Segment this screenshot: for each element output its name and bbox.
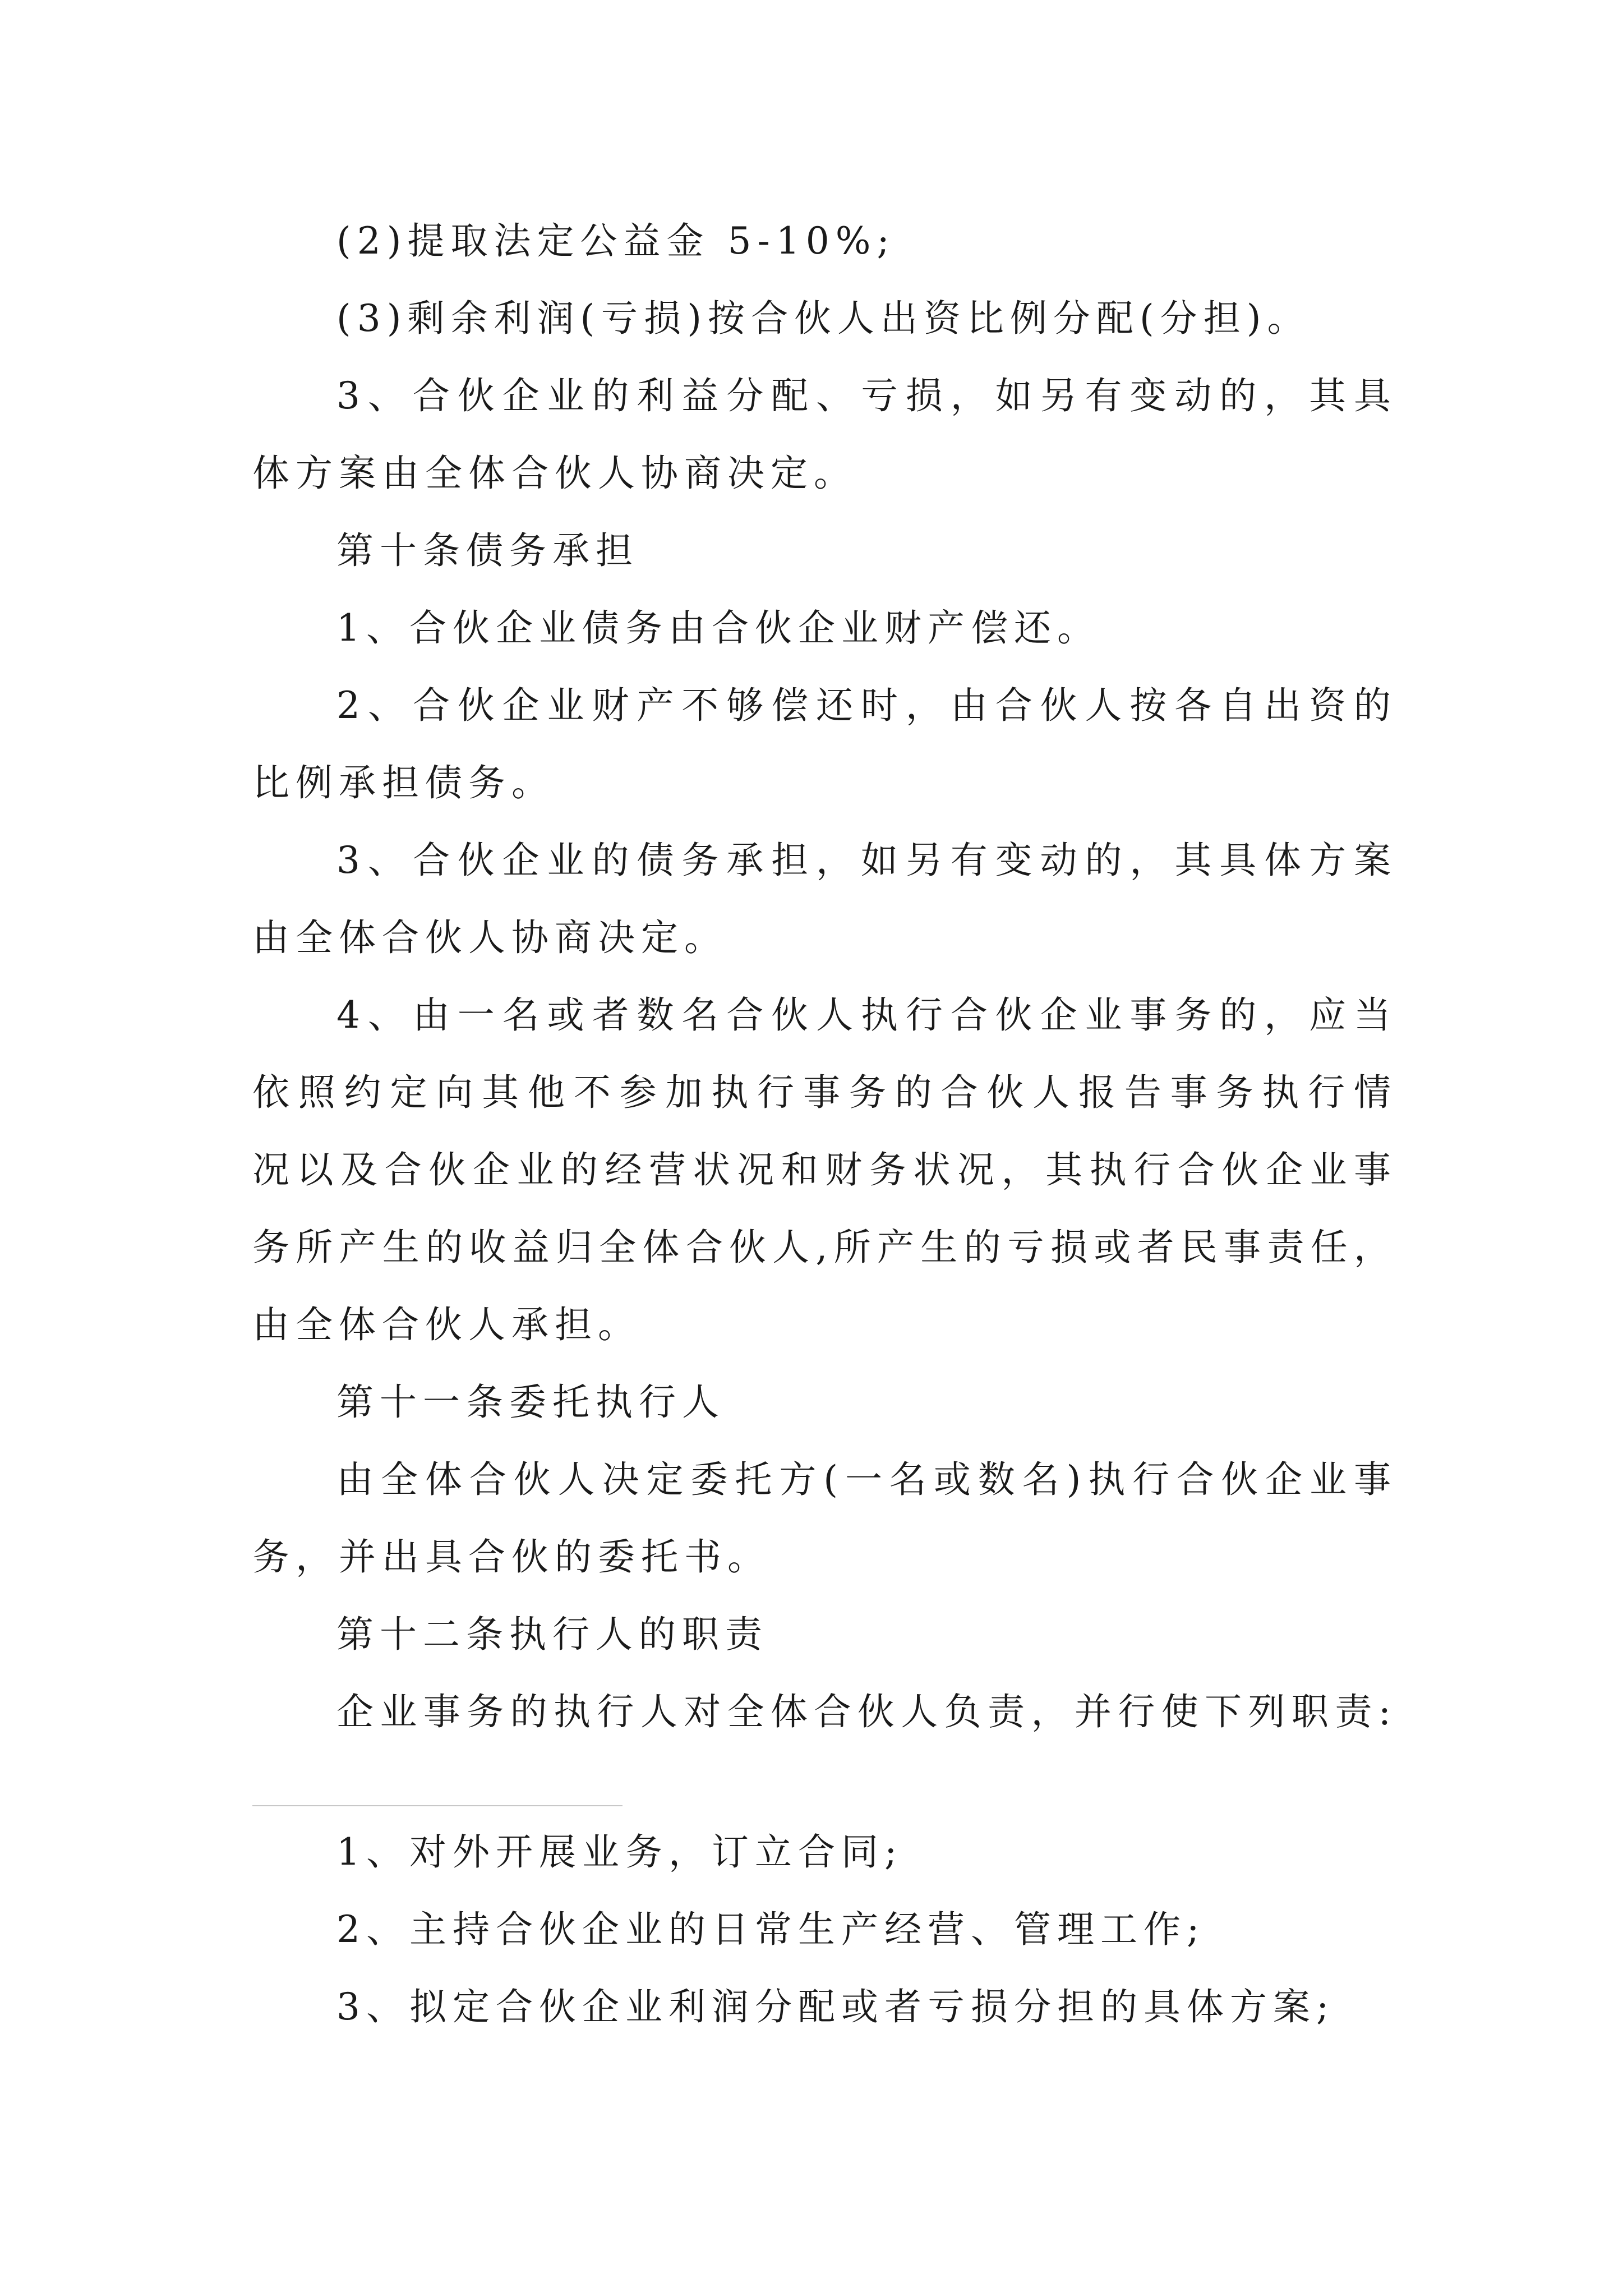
clause-item-3: (3)剩余利润(亏损)按合伙人出资比例分配(分担)。 <box>336 297 1311 340</box>
paragraph-line: 务，并出具合伙的委托书。 <box>252 1535 771 1579</box>
article-heading: 第十二条执行人的职责 <box>336 1613 768 1656</box>
paragraph-line: 由全体合伙人决定委托方(一名或数名)执行合伙企业事 <box>336 1458 1391 1501</box>
list-item: 2、主持合伙企业的日常生产经营、管理工作; <box>336 1908 1206 1951</box>
paragraph-line: 由全体合伙人协商决定。 <box>252 916 727 959</box>
paragraph-line: 依照约定向其他不参加执行事务的合伙人报告事务执行情 <box>252 1071 1391 1114</box>
article-heading: 第十一条委托执行人 <box>336 1381 725 1424</box>
paragraph-line: 况以及合伙企业的经营状况和财务状况，其执行合伙企业事 <box>252 1148 1391 1191</box>
paragraph-line: 务所产生的收益归全体合伙人,所产生的亏损或者民事责任， <box>252 1226 1391 1269</box>
clause-item-2: (2)提取法定公益金 5-10%; <box>336 219 896 263</box>
paragraph-line: 1、合伙企业债务由合伙企业财产偿还。 <box>336 606 1100 650</box>
page-separator <box>252 1805 623 1806</box>
paragraph-line: 4、由一名或者数名合伙人执行合伙企业事务的，应当 <box>336 993 1391 1037</box>
list-item: 3、拟定合伙企业利润分配或者亏损分担的具体方案; <box>336 1985 1335 2028</box>
paragraph-line: 企业事务的执行人对全体合伙人负责，并行使下列职责: <box>336 1690 1391 1733</box>
paragraph-line: 3、合伙企业的债务承担，如另有变动的，其具体方案 <box>336 839 1391 882</box>
paragraph-line: 体方案由全体合伙人协商决定。 <box>252 452 857 495</box>
paragraph-line: 3、合伙企业的利益分配、亏损，如另有变动的，其具 <box>336 374 1391 417</box>
list-item: 1、对外开展业务，订立合同; <box>336 1830 903 1874</box>
paragraph-line: 2、合伙企业财产不够偿还时，由合伙人按各自出资的 <box>336 684 1391 727</box>
paragraph-line: 由全体合伙人承担。 <box>252 1303 641 1346</box>
paragraph-line: 比例承担债务。 <box>252 761 555 804</box>
article-heading: 第十条债务承担 <box>336 529 639 572</box>
